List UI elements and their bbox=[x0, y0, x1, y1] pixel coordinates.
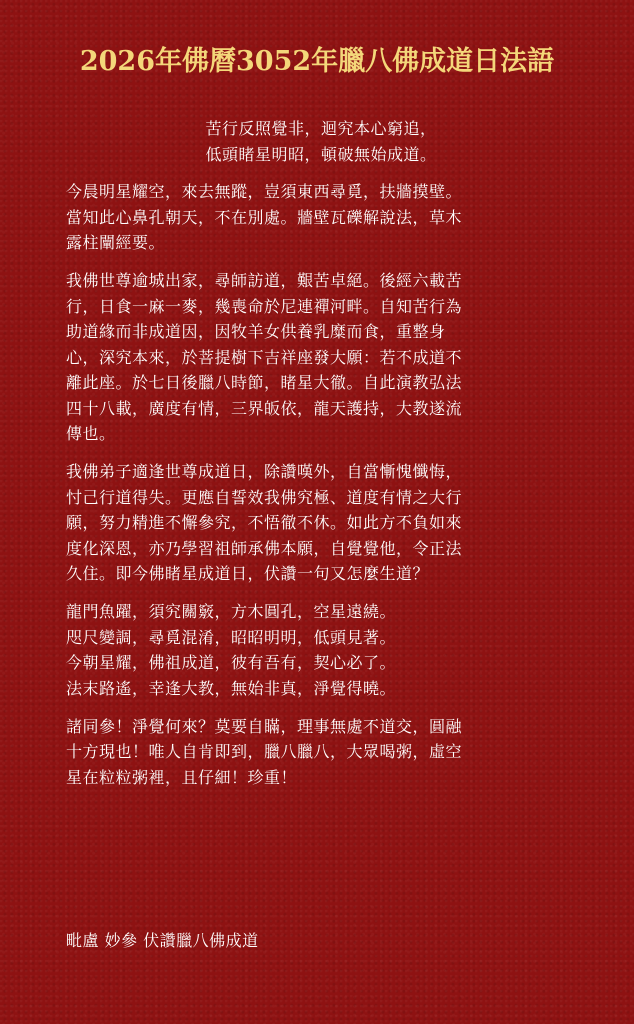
text-line: 星在粒粒粥裡，且仔細！珍重！ bbox=[66, 767, 298, 787]
text-line: 行，日食一麻一麥，幾喪命於尼連禪河畔。自知苦行為 bbox=[66, 296, 463, 316]
text-line: 助道緣而非成道因，因牧羊女供養乳糜而食，重整身 bbox=[66, 322, 446, 341]
signature: 毗盧 妙參 伏讚臘八佛成道 bbox=[66, 931, 259, 950]
opening-verse bbox=[66, 116, 576, 167]
text-line: 傳也。 bbox=[66, 424, 116, 443]
verse-2 bbox=[66, 599, 576, 701]
paragraph-2 bbox=[66, 268, 576, 447]
verse-line: 低頭睹星明昭，頓破無始成道。 bbox=[205, 144, 437, 164]
text-line: 心，深究本來，於菩提樹下吉祥座發大願：若不成道不 bbox=[66, 347, 463, 367]
page-title: 2026年佛曆3052年臘八佛成道日法語 bbox=[79, 46, 555, 77]
verse-line: 法末路遙，幸逢大教，無始非真，淨覺得曉。 bbox=[66, 678, 397, 698]
text-line: 今晨明星耀空，來去無蹤，豈須東西尋覓，扶牆摸壁。 bbox=[66, 182, 463, 201]
text-line: 離此座。於七日後臘八時節，睹星大徹。自此演教弘法 bbox=[66, 373, 463, 392]
text-line: 我佛世尊逾城出家，尋師訪道，艱苦卓絕。後經六載苦 bbox=[66, 271, 463, 290]
paragraph-1 bbox=[66, 179, 576, 256]
text-line: 十方現也！唯人自肯即到，臘八臘八，大眾喝粥，虛空 bbox=[66, 742, 463, 761]
text-line: 諸同參！淨覺何來？莫要自瞞，理事無處不道交，圓融 bbox=[66, 716, 463, 736]
text-line: 我佛弟子適逢世尊成道日，除讚嘆外，自當慚愧懺悔， bbox=[66, 462, 463, 481]
text-line: 露柱闡經要。 bbox=[66, 233, 166, 252]
text-line: 久住。即今佛睹星成道日，伏讚一句又怎麼生道？ bbox=[66, 564, 430, 583]
verse-line: 今朝星耀，佛祖成道，彼有吾有，契心必了。 bbox=[66, 653, 397, 672]
content-body bbox=[66, 116, 576, 803]
text-line: 當知此心鼻孔朝天，不在別處。牆壁瓦礫解說法，草木 bbox=[66, 207, 463, 227]
paragraph-3 bbox=[66, 459, 576, 587]
text-line: 度化深恩，亦乃學習祖師承佛本願，自覺覺他，令正法 bbox=[66, 538, 463, 558]
closing-paragraph bbox=[66, 714, 576, 791]
verse-line: 龍門魚躍，須究關竅，方木圓孔，空星遠繞。 bbox=[66, 602, 397, 621]
text-line: 願，努力精進不懈參究，不悟徹不休。如此方不負如來 bbox=[66, 513, 463, 532]
verse-line: 苦行反照覺非，迴究本心窮追， bbox=[205, 119, 437, 138]
text-line: 忖己行道得失。更應自誓效我佛究極、道度有情之大行 bbox=[66, 487, 463, 507]
verse-line: 咫尺變調，尋覓混淆，昭昭明明，低頭見著。 bbox=[66, 627, 397, 647]
text-line: 四十八載，廣度有情，三界皈依，龍天護持，大教遂流 bbox=[66, 398, 463, 418]
